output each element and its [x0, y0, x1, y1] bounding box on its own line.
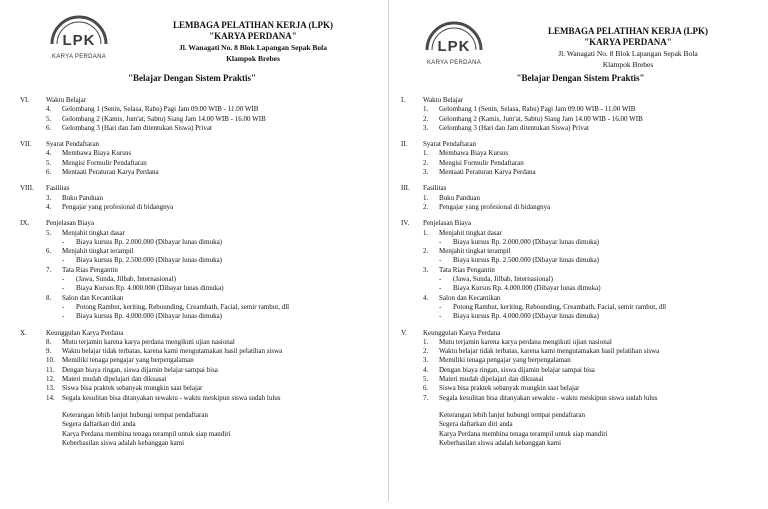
- list-item-number: 1.: [423, 228, 429, 237]
- list-item: [423, 347, 768, 356]
- section-items: [0, 194, 384, 213]
- list-item-text: Gelombang 2 (Kamis, Jum'at, Sabtu) Siang Jam 14.00 WIB - 16.00 WIB: [62, 114, 266, 123]
- lpk-logo: [423, 20, 485, 68]
- closing-note: Karya Perdana membina tenaga terampil untuk siap mandiri: [62, 429, 231, 438]
- list-item-number: 1.: [423, 149, 429, 158]
- list-item-text: Salon dan Kecantikan: [439, 293, 501, 302]
- list-item-text: Pengajar yang profesional di bidangnya: [62, 202, 174, 211]
- section-items: [0, 105, 384, 133]
- section-number: II.: [401, 140, 408, 149]
- section: [0, 329, 384, 403]
- list-item-number: 10.: [46, 356, 55, 365]
- closing-note: Keterangan lebih lanjut hubungi tempat pendaftaran: [62, 410, 208, 419]
- section-number: I.: [401, 96, 406, 104]
- org-address: Jl. Wanagati No. 8 Blok Lapangan Sepak Bola: [558, 49, 698, 58]
- list-item-number: 8.: [46, 337, 52, 346]
- section: [0, 140, 384, 177]
- list-item-number: 4.: [423, 365, 429, 374]
- section-items: [393, 194, 768, 213]
- list-item-text: Salon dan Kecantikan: [62, 293, 124, 302]
- list-item: [423, 105, 768, 114]
- list-item-number: 3.: [423, 265, 429, 274]
- list-item: [46, 105, 384, 114]
- list-item-text: Waktu belajar tidak terbatas, karena kami mengutamakan hasil pelatihan siswa: [62, 347, 283, 356]
- list-item: [423, 194, 768, 203]
- org-district: Klampok Brebes: [226, 54, 280, 63]
- section-title: Fasilitas: [423, 184, 447, 193]
- list-item-number: 13.: [46, 384, 55, 393]
- list-item-number: 2.: [423, 158, 429, 167]
- flyer-right: [393, 8, 768, 509]
- list-item-text: Waktu belajar tidak terbatas, karena kami mengutamakan hasil pelatihan siswa: [439, 347, 660, 356]
- list-item-number: 4.: [423, 293, 429, 302]
- list-item-text: Gelombang 1 (Senin, Selasa, Rabu) Pagi Jam 09.00 WIB - 11.00 WIB: [62, 105, 259, 114]
- flyer-header: [0, 0, 384, 62]
- list-item: [423, 338, 768, 347]
- list-item-number: 5.: [46, 158, 52, 167]
- list-item: [423, 384, 768, 393]
- section-title: Waktu Belajar: [46, 96, 87, 104]
- closing-note: Keterangan lebih lanjut hubungi tempat pendaftaran: [439, 410, 585, 419]
- list-item: [46, 347, 384, 356]
- list-item-text: Memiliki tenaga pengajar yang berpengalaman: [439, 356, 571, 365]
- list-item-text: Siswa bisa praktek sebanyak mungkin saat belajar: [62, 384, 203, 393]
- list-item: [46, 294, 384, 303]
- list-item: [46, 356, 384, 365]
- section-title: Waktu Belajar: [423, 96, 464, 104]
- list-subitem: - Biaya kursus Rp. 2.000.000 (Dibayar lunas dimuka): [46, 238, 384, 247]
- list-item-number: 5.: [46, 228, 52, 237]
- section-items: [393, 338, 768, 403]
- list-item-number: 7.: [46, 265, 52, 274]
- list-item-number: 4.: [46, 149, 52, 158]
- list-item-text: Pengajar yang profesional di bidangnya: [439, 202, 551, 211]
- list-item-text: Buku Panduan: [62, 193, 104, 202]
- sections: [0, 96, 384, 448]
- section-items: [393, 149, 768, 177]
- list-item-text: Gelombang 3 (Hari dan Jam ditentukan Siswa) Privat: [62, 123, 212, 132]
- list-item-text: Menjahit tingkat terampil: [439, 247, 511, 256]
- list-item-number: 14.: [46, 393, 55, 402]
- list-item: [423, 168, 768, 177]
- list-item-text: Mutu terjamin karena karya perdana mengikuti ujian nasional: [62, 337, 235, 346]
- list-item-number: 2.: [423, 202, 429, 211]
- sections: [393, 96, 768, 448]
- section-number: VII.: [20, 140, 32, 149]
- closing-note: Keberhasilan siswa adalah kebanggan kami: [62, 438, 185, 447]
- list-item-number: 12.: [46, 375, 55, 384]
- list-item-text: Gelombang 3 (Hari dan Jam ditentukan Siswa) Privat: [439, 123, 589, 132]
- list-subitem: - Biaya kursus Rp. 2.500.000 (Dibayar lunas dimuka): [46, 256, 384, 265]
- section: [393, 96, 768, 133]
- section-title: Penjelasan Biaya: [423, 219, 472, 228]
- list-item-text: Membawa Biaya Kursus: [62, 149, 132, 158]
- list-item-number: 6.: [46, 247, 52, 256]
- list-item-number: 5.: [423, 375, 429, 384]
- list-subitem: - Biaya kursus Rp. 2.500.000 (Dibayar lunas dimuka): [423, 256, 768, 265]
- list-item: [46, 124, 384, 133]
- list-item-text: Segala kesulitan bisa ditanyakan sewaktu - waktu meskipun siswa sudah lulus: [439, 393, 658, 402]
- list-item: [46, 338, 384, 347]
- logo-subtext: KARYA PERDANA: [51, 54, 107, 60]
- list-item-text: Materi mudah dipelajari dan dikuasai: [439, 375, 544, 384]
- list-item-text: Siswa bisa praktek sebanyak mungkin saat belajar: [439, 384, 580, 393]
- header-text: [128, 20, 378, 64]
- list-item-number: 8.: [46, 293, 52, 302]
- list-item: [46, 159, 384, 168]
- section-number: VIII.: [20, 184, 34, 193]
- list-item-text: Mentaati Peraturan Karya Perdana: [439, 168, 536, 177]
- list-item-text: Materi mudah dipelajari dan dikuasai: [62, 375, 167, 384]
- section-items: [0, 229, 384, 322]
- list-subitem: - (Jawa, Sunda, Jilbab, Internasional): [423, 275, 768, 284]
- list-item: [46, 194, 384, 203]
- org-title: LEMBAGA PELATIHAN KERJA (LPK): [547, 26, 709, 36]
- org-district: Klampok Brebes: [602, 60, 654, 69]
- list-item-text: Buku Panduan: [439, 193, 481, 202]
- list-item-text: Menjahit tingkat terampil: [62, 247, 134, 256]
- org-subtitle: "KARYA PERDANA": [584, 37, 672, 47]
- section: [393, 184, 768, 212]
- section-items: [0, 149, 384, 177]
- list-item: [423, 203, 768, 212]
- flyer-left: [0, 0, 384, 501]
- list-item: [46, 384, 384, 393]
- section-title: Syarat Pendaftaran: [423, 140, 477, 149]
- list-item-number: 4.: [46, 105, 52, 114]
- section-items: [393, 105, 768, 133]
- section-number: III.: [401, 184, 410, 193]
- motto: "Belajar Dengan Sistem Praktis": [516, 73, 645, 83]
- list-item: [46, 247, 384, 256]
- list-item: [46, 149, 384, 158]
- section: [393, 140, 768, 177]
- list-item-number: 3.: [423, 356, 429, 365]
- list-item: [423, 247, 768, 256]
- list-item: [46, 394, 384, 403]
- section-number: VI.: [20, 96, 30, 104]
- list-subitem: - Potong Rambut, keriting, Rebounding, Creambath, Facial, semir rambut, dll: [46, 303, 384, 312]
- list-item: [423, 294, 768, 303]
- list-item-number: 2.: [423, 347, 429, 356]
- list-subitem: - Biaya Kursus Rp. 4.000.000 (Dibayar lunas dimuka): [423, 284, 768, 293]
- list-item-number: 4.: [46, 202, 52, 211]
- section-number: V.: [401, 328, 407, 337]
- list-item: [423, 159, 768, 168]
- list-item: [46, 115, 384, 124]
- list-subitem: - Biaya kursus Rp. 4.000.000 (Dibayar lunas dimuka): [423, 312, 768, 321]
- list-item-number: 2.: [423, 114, 429, 123]
- section-title: Syarat Pendaftaran: [46, 140, 100, 149]
- section: [0, 184, 384, 212]
- section-items: [393, 229, 768, 322]
- flyer-header: [393, 8, 768, 70]
- list-item-text: Mutu terjamin karena karya perdana mengikuti ujian nasional: [439, 337, 612, 346]
- list-subitem: - Potong Rambut, keriting, Rebounding, Creambath, Facial, semir rambut, dll: [423, 303, 768, 312]
- org-title: LEMBAGA PELATIHAN KERJA (LPK): [172, 20, 334, 30]
- org-address: Jl. Wanagati No. 8 Blok Lapangan Sepak Bola: [178, 43, 328, 52]
- list-item: [423, 375, 768, 384]
- page-divider: [388, 0, 389, 501]
- list-item-text: Membawa Biaya Kursus: [439, 149, 509, 158]
- section: [393, 219, 768, 321]
- closing-notes: [393, 411, 768, 448]
- list-item-text: Mengisi Formulir Pendaftaran: [62, 158, 147, 167]
- list-item: [46, 366, 384, 375]
- header-text: [503, 26, 753, 70]
- list-item-number: 6.: [46, 123, 52, 132]
- list-item-text: Gelombang 1 (Senin, Selasa, Rabu) Pagi Jam 09.00 WIB - 11.00 WIB: [439, 105, 636, 114]
- closing-note: Karya Perdana membina tenaga terampil untuk siap mandiri: [439, 429, 608, 438]
- list-item-text: Mentaati Peraturan Karya Perdana: [62, 168, 159, 177]
- logo-subtext: KARYA PERDANA: [426, 60, 482, 66]
- list-item-number: 3.: [46, 193, 52, 202]
- section-number: IV.: [401, 219, 410, 228]
- list-subitem: - (Jawa, Sunda, Jilbab, Internasional): [46, 275, 384, 284]
- list-item-number: 1.: [423, 193, 429, 202]
- list-item-number: 2.: [423, 247, 429, 256]
- list-item-text: Mengisi Formulir Pendaftaran: [439, 158, 524, 167]
- list-item: [423, 229, 768, 238]
- list-item-number: 11.: [46, 365, 55, 374]
- list-item-number: 3.: [423, 123, 429, 132]
- list-subitem: - Biaya kursus Rp. 4.000.000 (Dibayar lunas dimuka): [46, 312, 384, 321]
- list-item-number: 5.: [46, 114, 52, 123]
- list-item: [423, 124, 768, 133]
- list-item-number: 7.: [423, 393, 429, 402]
- closing-note: Segera daftarkan diri anda: [62, 420, 136, 429]
- closing-note: Segera daftarkan diri anda: [439, 420, 513, 429]
- list-item: [46, 229, 384, 238]
- list-item: [423, 356, 768, 365]
- list-item-number: 3.: [423, 168, 429, 177]
- list-item-number: 6.: [46, 168, 52, 177]
- closing-note: Keberhasilan siswa adalah kebanggan kami: [439, 438, 562, 447]
- list-item: [46, 375, 384, 384]
- list-item-text: Tata Rias Pengantin: [439, 265, 495, 274]
- list-item: [423, 266, 768, 275]
- list-item: [46, 168, 384, 177]
- list-subitem: - Biaya kursus Rp. 2.000.000 (Dibayar lunas dimuka): [423, 238, 768, 247]
- closing-notes: [0, 411, 384, 448]
- list-item: [423, 366, 768, 375]
- list-item-text: Gelombang 2 (Kamis, Jum'at, Sabtu) Siang Jam 14.00 WIB - 16.00 WIB: [439, 114, 643, 123]
- section-number: X.: [20, 328, 27, 337]
- lpk-logo: [48, 14, 110, 62]
- list-item: [423, 149, 768, 158]
- section-title: Keunggulan Karya Perdana: [423, 328, 501, 337]
- list-item: [423, 115, 768, 124]
- list-item-text: Dengan biaya ringan, siswa dijamin belajar sampai bisa: [62, 365, 218, 374]
- motto: "Belajar Dengan Sistem Praktis": [127, 73, 257, 83]
- list-item: [46, 203, 384, 212]
- list-item-number: 6.: [423, 384, 429, 393]
- list-item: [46, 266, 384, 275]
- section: [0, 96, 384, 133]
- section: [0, 219, 384, 321]
- org-subtitle: "KARYA PERDANA": [209, 31, 297, 41]
- list-item-number: 1.: [423, 337, 429, 346]
- section-items: [0, 338, 384, 403]
- section-number: IX.: [20, 219, 30, 228]
- list-item: [423, 394, 768, 403]
- list-item-number: 1.: [423, 105, 429, 114]
- section-title: Fasilitas: [46, 184, 70, 193]
- logo-text: LPK: [437, 38, 471, 55]
- list-subitem: - Biaya Kursus Rp. 4.000.000 (Dibayar lunas dimuka): [46, 284, 384, 293]
- section-title: Keunggulan Karya Perdana: [46, 328, 124, 337]
- list-item-text: Menjahit tingkat dasar: [62, 228, 125, 237]
- list-item-number: 9.: [46, 347, 52, 356]
- list-item-text: Tata Rias Pengantin: [62, 265, 118, 274]
- logo-text: LPK: [62, 32, 96, 49]
- list-item-text: Memiliki tenaga pengajar yang berpengalaman: [62, 356, 194, 365]
- list-item-text: Dengan biaya ringan, siswa dijamin belajar sampai bisa: [439, 365, 595, 374]
- section: [393, 329, 768, 403]
- list-item-text: Menjahit tingkat dasar: [439, 228, 502, 237]
- section-title: Penjelasan Biaya: [46, 219, 95, 228]
- list-item-text: Segala kesulitan bisa ditanyakan sewaktu - waktu meskipun siswa sudah lulus: [62, 393, 281, 402]
